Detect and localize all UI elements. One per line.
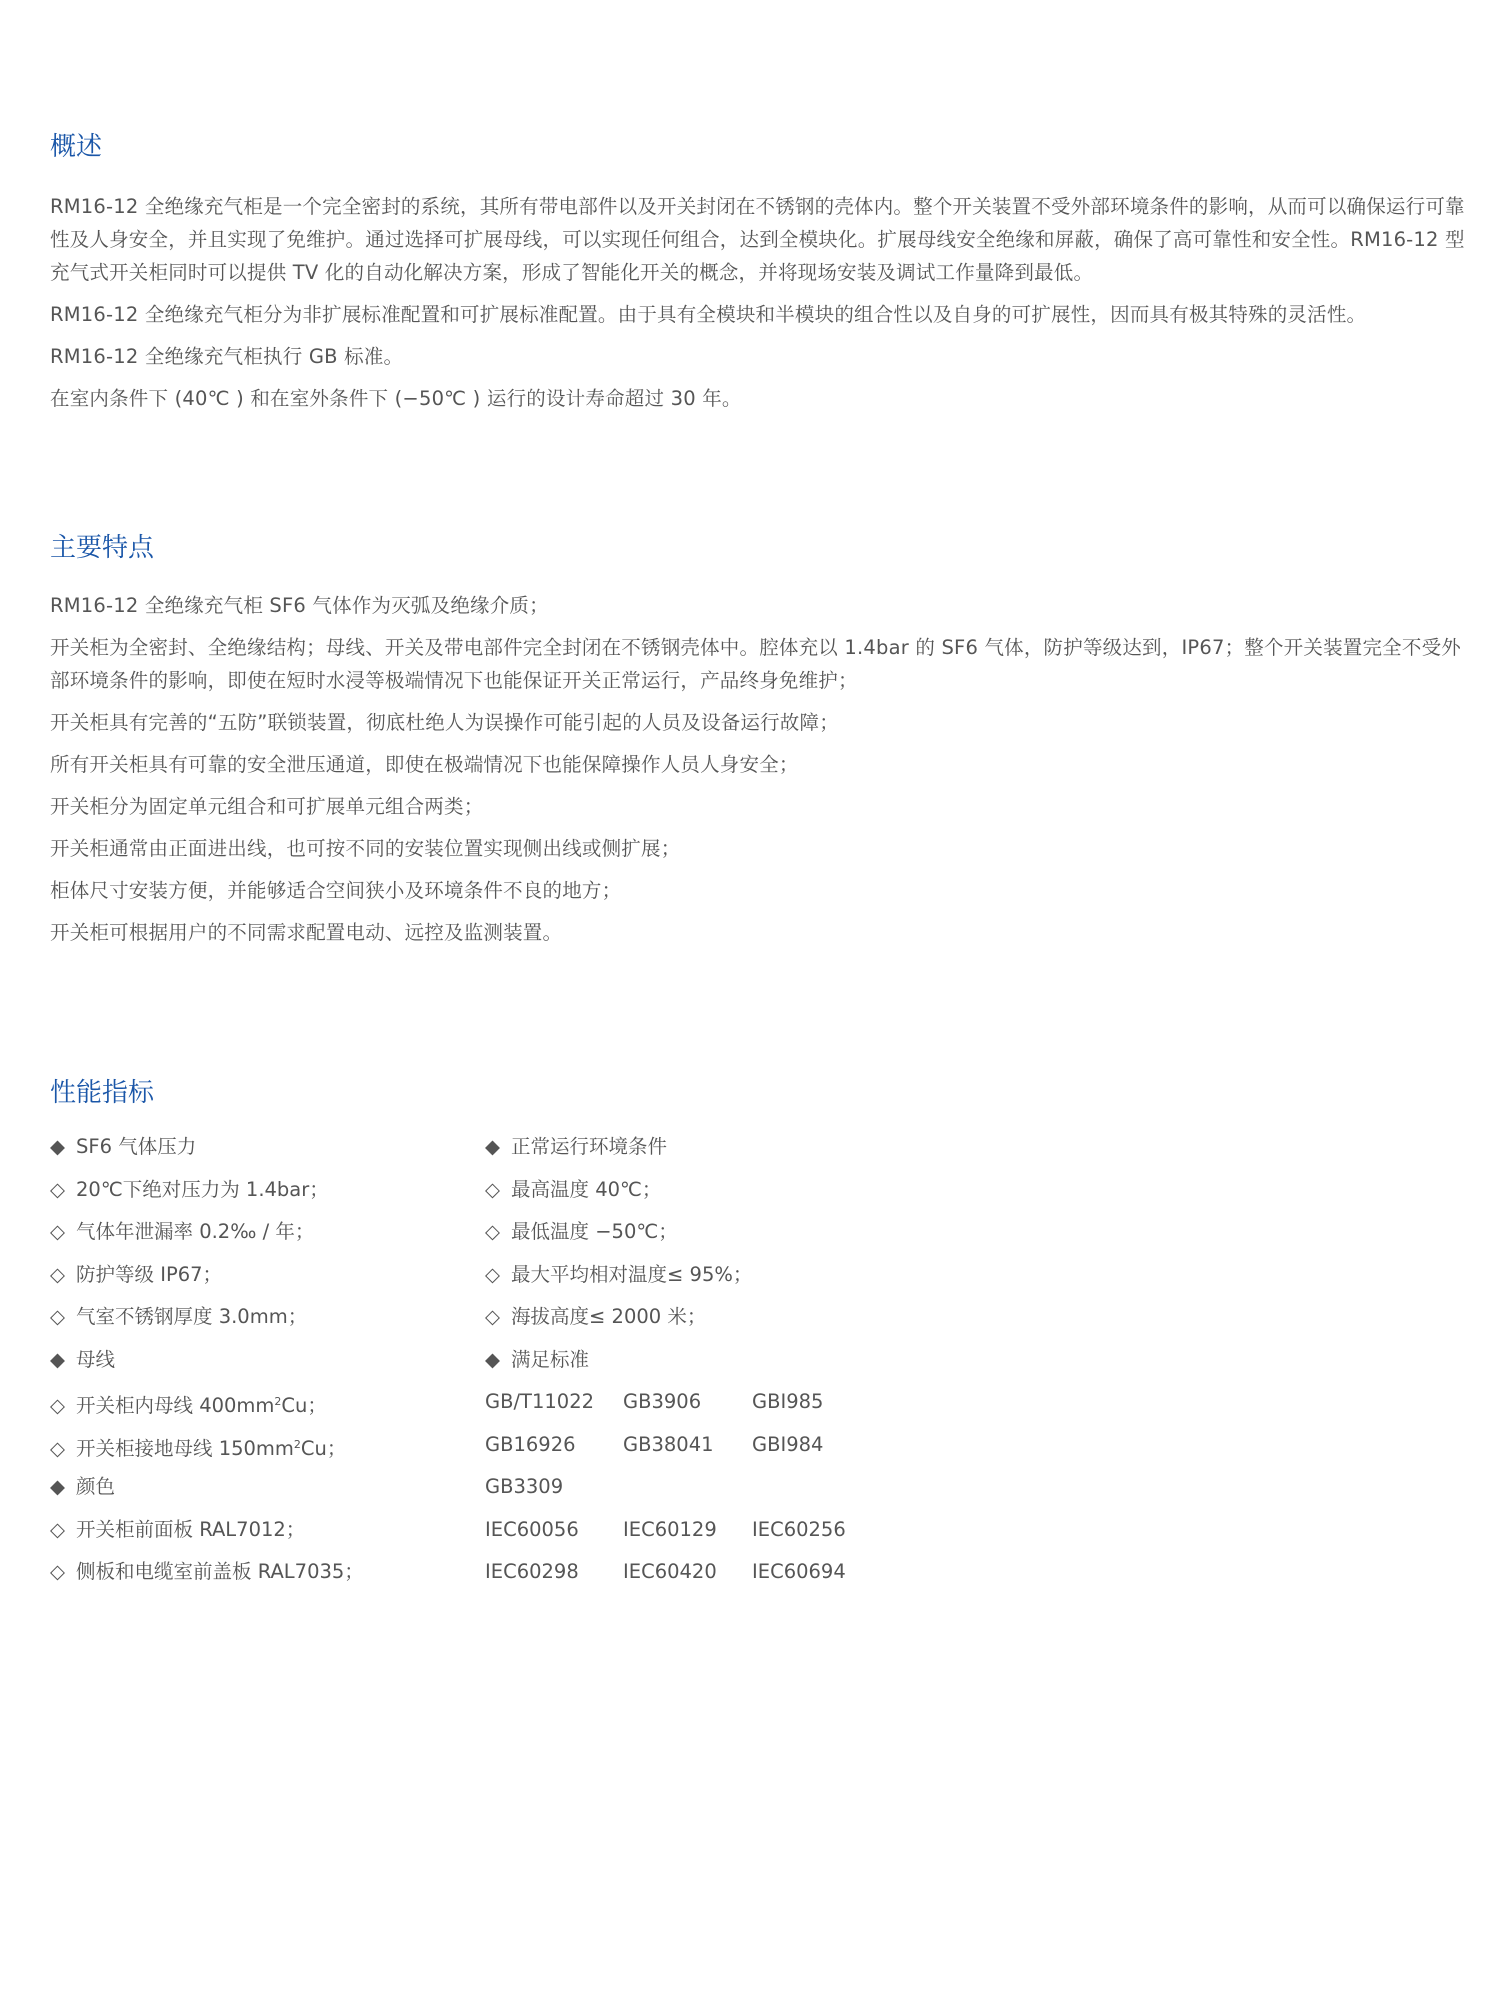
spec-text: 气体年泄漏率 0.2‰ / 年； [76,1220,315,1243]
standards-row [485,1424,1085,1467]
performance-heading: 性能指标 [50,1078,155,1108]
diamond-outline-icon: ◇ [485,1177,500,1201]
overview-paragraph: RM16-12 全绝缘充气柜执行 GB 标准。 [50,345,404,368]
diamond-outline-icon: ◇ [50,1560,65,1583]
standard-code: IEC60298 [485,1560,579,1583]
spec-text: 气室不锈钢厚度 3.0mm； [76,1305,308,1328]
spec-text: 最低温度 −50℃； [511,1220,678,1243]
spec-item [50,1211,480,1254]
standards-row [485,1381,1085,1424]
spec-text: SF6 气体压力 [76,1135,197,1158]
diamond-filled-icon: ◆ [485,1135,500,1158]
performance-right-column [485,1126,1085,1594]
spec-item [50,1424,480,1467]
performance-left-column [50,1126,480,1594]
diamond-outline-icon: ◇ [485,1220,500,1243]
spec-group-heading [50,1466,480,1509]
spec-text: 开关柜前面板 RAL7012； [76,1517,306,1541]
overview-paragraph: 在室内条件下 (40℃ ) 和在室外条件下 (−50℃ ) 运行的设计寿命超过 30 年。 [50,387,742,410]
overview-paragraph: RM16-12 全绝缘充气柜是一个完全密封的系统，其所有带电部件以及开关封闭在不锈钢的壳体内。整个开关装置不受外部环境条件的影响，从而可以确保运行可靠性及人身安全，并且实现了免维护。通过选择可扩展母线，可以实现任何组合，达到全模块化。扩展母线安全绝缘和屏蔽，确保了高可靠性和安全性。RM16-12 型充气式开关柜同时可以提供 TV 化的自动化解决方案，形成了智能化开关的概念，并将现场安装及调试工作量降到最低。 [50,195,1465,284]
spec-group-heading [50,1126,480,1169]
standard-code: IEC60129 [623,1517,717,1541]
feature-item: RM16-12 全绝缘充气柜 SF6 气体作为灭弧及绝缘介质； [50,594,549,617]
spec-text: 最大平均相对温度≤ 95%； [511,1262,753,1286]
diamond-filled-icon: ◆ [50,1135,65,1158]
spec-item [50,1381,480,1424]
feature-item: 开关柜具有完善的“五防”联锁装置，彻底杜绝人为误操作可能引起的人员及设备运行故障； [50,711,839,734]
spec-item [485,1169,1085,1212]
spec-item [485,1296,1085,1339]
spec-item [50,1296,480,1339]
spec-text: 20℃下绝对压力为 1.4bar； [76,1177,329,1201]
spec-item [50,1509,480,1552]
diamond-outline-icon: ◇ [50,1220,65,1243]
standard-code: GB3309 [485,1475,564,1498]
spec-item [485,1254,1085,1297]
overview-paragraph: RM16-12 全绝缘充气柜分为非扩展标准配置和可扩展标准配置。由于具有全模块和半模块的组合性以及自身的可扩展性，因而具有极其特殊的灵活性。 [50,303,1367,326]
spec-group-heading [485,1339,1085,1382]
spec-item [50,1551,480,1594]
spec-text: 侧板和电缆室前盖板 RAL7035； [76,1560,364,1583]
diamond-outline-icon: ◇ [50,1305,65,1328]
standards-row [485,1509,1085,1552]
superscript: 2 [293,1437,301,1451]
spec-item [50,1169,480,1212]
feature-item: 开关柜通常由正面进出线，也可按不同的安装位置实现侧出线或侧扩展； [50,837,681,860]
diamond-filled-icon: ◆ [50,1475,65,1498]
overview-heading: 概述 [50,132,103,162]
feature-item: 开关柜可根据用户的不同需求配置电动、远控及监测装置。 [50,921,563,944]
features-heading: 主要特点 [50,533,155,563]
standard-code: GB/T11022 [485,1390,595,1413]
diamond-filled-icon: ◆ [50,1347,65,1371]
standard-code: GBI984 [752,1432,824,1456]
spec-text: 开关柜接地母线 150mm [76,1436,294,1460]
spec-item [485,1211,1085,1254]
feature-item: 开关柜分为固定单元组合和可扩展单元组合两类； [50,795,484,818]
diamond-outline-icon: ◇ [50,1517,65,1541]
feature-item: 所有开关柜具有可靠的安全泄压通道，即使在极端情况下也能保障操作人员人身安全； [50,753,799,776]
spec-item [50,1254,480,1297]
spec-group-heading [50,1339,480,1382]
overview-section [50,129,1470,424]
standards-row [485,1551,1085,1594]
spec-text: 防护等级 IP67； [76,1262,223,1286]
standards-row [485,1466,1085,1509]
spec-text: 开关柜内母线 400mm [76,1394,275,1417]
standard-code: GB16926 [485,1432,576,1456]
diamond-outline-icon: ◇ [485,1262,500,1286]
standard-code: GBI985 [752,1390,824,1413]
standard-code: IEC60256 [752,1517,846,1541]
diamond-outline-icon: ◇ [50,1394,65,1417]
spec-text: 海拔高度≤ 2000 米； [511,1305,707,1328]
spec-text: 正常运行环境条件 [511,1135,668,1158]
spec-text: 母线 [76,1347,116,1371]
spec-group-heading [485,1126,1085,1169]
spec-text: Cu； [300,1436,347,1460]
diamond-outline-icon: ◇ [50,1262,65,1286]
performance-right-items [485,1126,1085,1381]
diamond-outline-icon: ◇ [485,1305,500,1328]
standard-code: IEC60694 [752,1560,846,1583]
standard-code: GB38041 [623,1432,714,1456]
standard-code: GB3906 [623,1390,702,1413]
spec-text: 满足标准 [511,1347,590,1371]
features-section [50,530,1470,958]
feature-item: 柜体尺寸安装方便，并能够适合空间狭小及环境条件不良的地方； [50,879,622,902]
standards-list [485,1381,1085,1594]
spec-text: 颜色 [76,1475,116,1498]
superscript: 2 [274,1395,282,1408]
feature-item: 开关柜为全密封、全绝缘结构；母线、开关及带电部件完全封闭在不锈钢壳体中。腔体充以 1.4bar 的 SF6 气体，防护等级达到，IP67；整个开关装置完全不受外部环境条件的影响，即使在短时水浸等极端情况下也能保证开关正常运行，产品终身免维护； [50,636,1461,692]
standard-code: IEC60056 [485,1517,579,1541]
spec-text: Cu； [281,1394,327,1417]
performance-section [50,1075,1470,1583]
diamond-outline-icon: ◇ [50,1177,65,1201]
diamond-filled-icon: ◆ [485,1347,500,1371]
spec-text: 最高温度 40℃； [511,1177,662,1201]
diamond-outline-icon: ◇ [50,1436,65,1460]
standard-code: IEC60420 [623,1560,717,1583]
